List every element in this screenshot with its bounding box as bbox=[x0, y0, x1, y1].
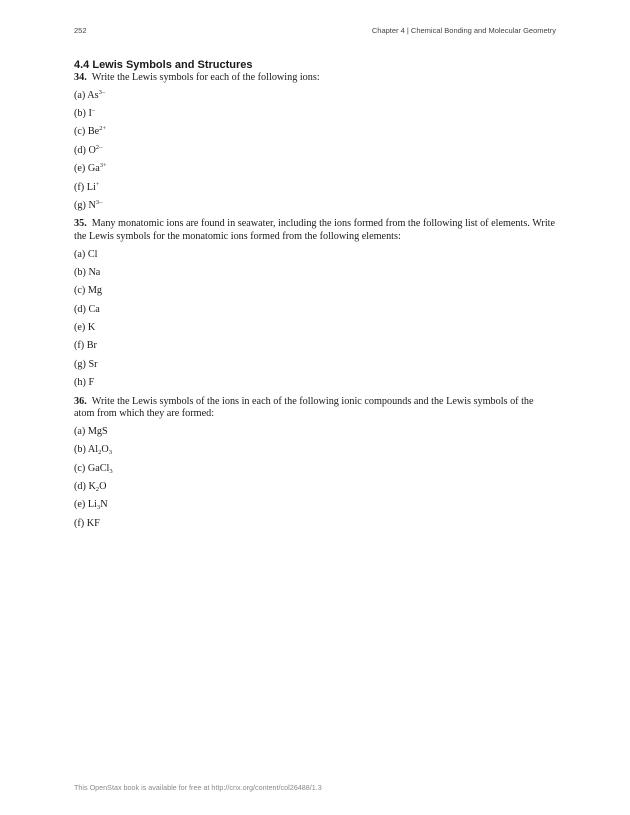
chemical-formula bbox=[88, 304, 99, 315]
element-symbol: MgS bbox=[87, 425, 108, 437]
question-number: 35. bbox=[74, 218, 87, 230]
question-number: 34. bbox=[74, 72, 87, 83]
chemical-formula bbox=[87, 340, 97, 351]
item-label: (e) bbox=[74, 322, 86, 334]
list-item bbox=[74, 267, 556, 285]
item-label: (b) bbox=[74, 266, 86, 278]
item-label: (c) bbox=[74, 285, 86, 297]
page-header bbox=[74, 26, 556, 38]
charge-superscript: 3– bbox=[98, 88, 106, 96]
list-item bbox=[74, 481, 556, 499]
chemical-formula bbox=[88, 145, 102, 156]
element-symbol: Cl bbox=[87, 248, 98, 260]
chemical-formula bbox=[88, 267, 100, 278]
question-text: Write the Lewis symbols for each of the following ions: bbox=[91, 72, 320, 83]
count-subscript: 3 bbox=[108, 449, 113, 457]
chemical-formula bbox=[88, 126, 106, 137]
element-symbol: Li bbox=[87, 499, 97, 511]
list-item bbox=[74, 359, 556, 377]
element-symbol: N bbox=[88, 199, 96, 211]
count-subscript: 2 bbox=[95, 486, 100, 493]
chemical-formula bbox=[88, 377, 94, 388]
element-symbol: Na bbox=[88, 266, 101, 278]
list-item bbox=[74, 285, 556, 303]
element-symbol: K bbox=[87, 322, 96, 334]
chapter-title: Chapter 4 | Chemical Bonding and Molecular Geometry bbox=[371, 26, 556, 35]
question-block bbox=[74, 396, 556, 537]
list-item bbox=[74, 518, 556, 536]
question-text: Many monatomic ions are found in seawater, including the ions formed from the following list of elements. Write the Lewis symbols for the monatomic ions formed from the following elements: bbox=[74, 218, 556, 242]
item-label: (d) bbox=[74, 144, 86, 156]
item-label: (c) bbox=[74, 462, 86, 474]
element-symbol: O bbox=[99, 481, 107, 492]
page-footer: This OpenStax book is available for free at http://cnx.org/content/col26488/1.3 bbox=[74, 783, 322, 792]
question-prompt bbox=[74, 396, 556, 421]
list-item bbox=[74, 304, 556, 322]
item-label: (e) bbox=[74, 499, 86, 511]
chemical-formula bbox=[88, 499, 108, 510]
section-title: 4.4 Lewis Symbols and Structures bbox=[74, 59, 253, 71]
list-item bbox=[74, 90, 556, 108]
element-symbol: Sr bbox=[88, 358, 98, 370]
charge-superscript: – bbox=[91, 106, 96, 114]
item-label: (e) bbox=[74, 163, 86, 175]
chemical-formula bbox=[88, 359, 97, 370]
item-label: (d) bbox=[74, 481, 86, 492]
chemical-formula bbox=[88, 481, 106, 492]
chemical-formula bbox=[87, 518, 100, 529]
item-label: (a) bbox=[74, 89, 86, 101]
item-label: (b) bbox=[74, 444, 86, 456]
element-symbol: Mg bbox=[87, 285, 103, 297]
count-subscript: 3 bbox=[109, 467, 113, 475]
element-symbol: KF bbox=[86, 517, 100, 529]
item-label: (g) bbox=[74, 358, 86, 370]
list-item bbox=[74, 126, 556, 144]
question-block bbox=[74, 72, 556, 218]
question-list bbox=[74, 72, 556, 536]
chemical-formula bbox=[87, 182, 100, 193]
question-prompt bbox=[74, 218, 556, 243]
element-symbol: N bbox=[100, 499, 108, 511]
element-symbol: Br bbox=[86, 340, 97, 352]
chemical-formula bbox=[88, 285, 102, 296]
chemical-formula bbox=[88, 108, 95, 119]
item-label: (f) bbox=[74, 517, 85, 529]
charge-superscript: 2+ bbox=[99, 125, 107, 133]
list-item bbox=[74, 377, 556, 395]
element-symbol: Li bbox=[86, 181, 96, 193]
list-item bbox=[74, 322, 556, 340]
element-symbol: Al bbox=[87, 444, 99, 456]
count-subscript: 2 bbox=[98, 449, 102, 457]
chemical-formula bbox=[88, 463, 113, 474]
item-label: (h) bbox=[74, 377, 86, 389]
page-number: 252 bbox=[74, 26, 87, 35]
element-symbol: K bbox=[88, 481, 96, 492]
question-number: 36. bbox=[74, 395, 87, 407]
item-label: (f) bbox=[74, 340, 85, 352]
list-item bbox=[74, 499, 556, 517]
element-symbol: O bbox=[88, 144, 96, 156]
item-label: (d) bbox=[74, 303, 86, 315]
list-item bbox=[74, 426, 556, 444]
count-subscript: 3 bbox=[96, 504, 101, 512]
chemical-formula bbox=[88, 426, 108, 437]
list-item bbox=[74, 163, 556, 181]
item-label: (g) bbox=[74, 199, 86, 211]
page-content bbox=[74, 59, 556, 536]
item-label: (a) bbox=[74, 425, 86, 437]
chemical-formula bbox=[88, 200, 102, 211]
charge-superscript: 3+ bbox=[99, 162, 107, 170]
charge-superscript: 3– bbox=[95, 198, 103, 206]
question-prompt bbox=[74, 72, 556, 85]
chemical-formula bbox=[88, 163, 107, 174]
item-label: (b) bbox=[74, 107, 86, 119]
list-item bbox=[74, 108, 556, 126]
item-label: (f) bbox=[74, 181, 85, 193]
charge-superscript: + bbox=[95, 180, 100, 188]
list-item bbox=[74, 182, 556, 200]
list-item bbox=[74, 444, 556, 462]
element-symbol: F bbox=[88, 377, 95, 389]
chemical-formula bbox=[88, 322, 95, 333]
element-symbol: GaCl bbox=[87, 462, 110, 474]
list-item bbox=[74, 249, 556, 267]
item-label: (a) bbox=[74, 248, 86, 260]
item-label: (c) bbox=[74, 126, 86, 138]
element-symbol: Be bbox=[87, 126, 100, 138]
element-symbol: Ga bbox=[87, 163, 100, 175]
element-symbol: As bbox=[87, 89, 99, 101]
chemical-formula bbox=[87, 90, 105, 101]
question-text: Write the Lewis symbols of the ions in each of the following ionic compounds and the Lewis symbols of the atom from which they are formed: bbox=[74, 395, 534, 420]
list-item bbox=[74, 200, 556, 218]
question-block bbox=[74, 218, 556, 395]
list-item bbox=[74, 340, 556, 358]
element-symbol: I bbox=[88, 107, 92, 119]
list-item bbox=[74, 463, 556, 481]
charge-superscript: 2– bbox=[95, 143, 103, 151]
chemical-formula bbox=[88, 444, 112, 455]
chemical-formula bbox=[88, 249, 98, 260]
element-symbol: O bbox=[101, 444, 109, 456]
element-symbol: Ca bbox=[88, 303, 100, 315]
list-item bbox=[74, 145, 556, 163]
